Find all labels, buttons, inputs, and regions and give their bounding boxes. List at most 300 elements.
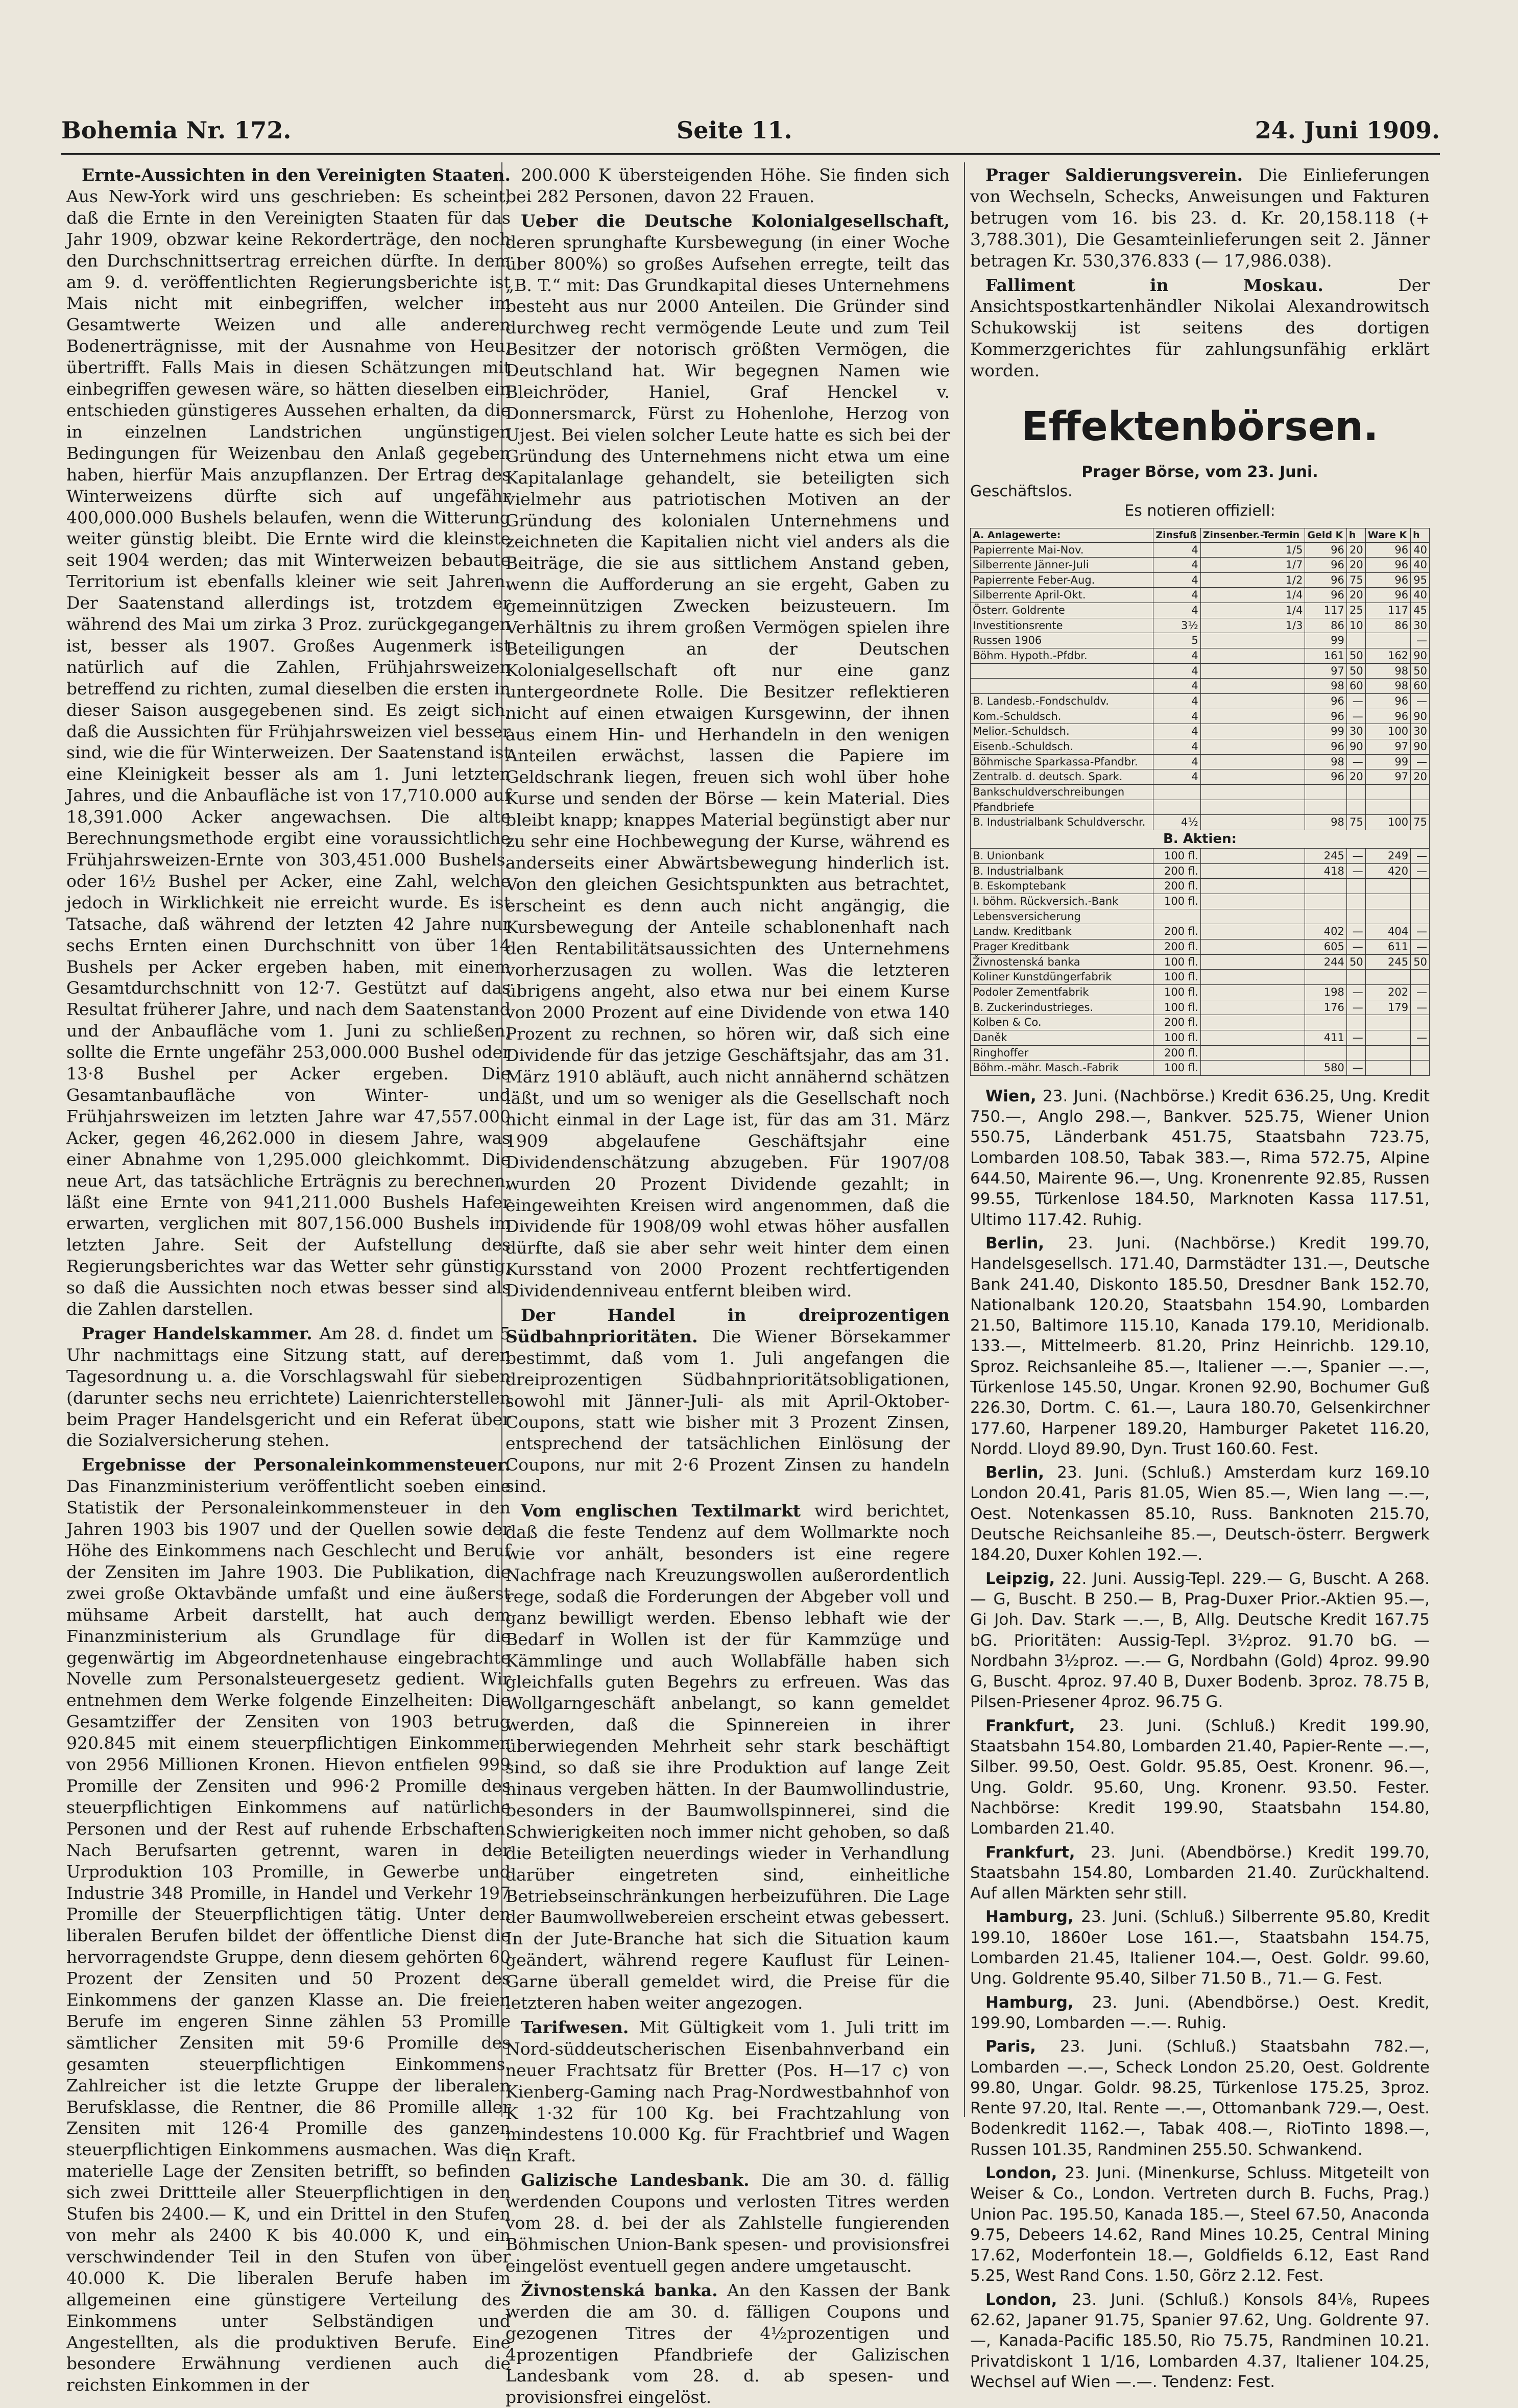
table-cell xyxy=(1365,633,1410,648)
market-report xyxy=(970,2290,1430,2392)
table-cell: 5 xyxy=(1153,633,1200,648)
table-row xyxy=(971,849,1430,864)
table-cell: 96 xyxy=(1305,558,1346,573)
issue-date: 24. Juni 1909. xyxy=(1255,116,1440,144)
article-text: 23. Juni. (Schluß.) Staatsbahn 782.—, Lombarden —.—, Scheck London 25.20, Oest. Goldrente 99.80, Ungar. Goldr. 98.25, Türkenlose 175.25, 3proz. Rente 97.20, Ital. Rente —.—, Ottomanbank 729.—, Oest. Bodenkredit 1162.—, Tabak 408.—, RioTinto 1898.—, Russen 101.35, Randminen 255.50. Schwankend. xyxy=(970,2037,1430,2159)
table-cell: — xyxy=(1411,1030,1430,1045)
table-cell: 402 xyxy=(1305,924,1346,940)
table-cell: 20 xyxy=(1346,542,1365,558)
table-section-label: B. Aktien: xyxy=(971,830,1430,848)
table-cell: 4 xyxy=(1153,558,1200,573)
table-cell: 40 xyxy=(1411,542,1430,558)
article-text: 22. Juni. Aussig-Tepl. 229.— G, Buscht. A 268.— G, Buscht. B 250.— B, Prag-Duxer Prior.-Aktien 95.—, Gi Joh. Dav. Stark —.—, B, Allg. Deutsche Kredit 167.75 bG. Prioritäten: Aussig-Tepl. 3½proz. 91.70 bG. — Nordbahn 3½proz. —.— G, Nordbahn (Gold) 4proz. 99.90 G, Buscht. 4proz. 97.40 B, Duxer Bodenb. 3proz. 78.75 B, Pilsen-Priesener 4proz. 96.75 G. xyxy=(970,1569,1430,1712)
table-cell: Papierrente Mai-Nov. xyxy=(971,542,1153,558)
page-number: Seite 11. xyxy=(677,116,792,144)
table-cell xyxy=(1200,849,1305,864)
exchange-subtitle: Prager Börse, vom 23. Juni. xyxy=(1081,463,1318,481)
table-cell: B. Industrialbank Schuldverschr. xyxy=(971,815,1153,830)
table-cell: 60 xyxy=(1346,679,1365,694)
table-cell: — xyxy=(1411,984,1430,1000)
table-cell xyxy=(1200,1030,1305,1045)
table-cell: 4 xyxy=(1153,739,1200,755)
table-row xyxy=(971,769,1430,785)
table-cell xyxy=(1200,815,1305,830)
table-cell xyxy=(1200,1000,1305,1015)
table-row xyxy=(971,679,1430,694)
table-cell: 96 xyxy=(1365,694,1410,709)
table-cell: 4 xyxy=(1153,724,1200,739)
table-cell: 4 xyxy=(1153,694,1200,709)
table-cell xyxy=(1305,800,1346,815)
table-row xyxy=(971,663,1430,679)
market-reports xyxy=(970,1086,1430,2392)
exchange-title: Effektenbörsen. xyxy=(1021,404,1379,450)
article xyxy=(505,2280,950,2408)
table-cell xyxy=(1411,800,1430,815)
table-cell: 98 xyxy=(1305,815,1346,830)
market-report xyxy=(970,2036,1430,2160)
table-cell xyxy=(1200,724,1305,739)
table-cell: 96 xyxy=(1305,542,1346,558)
table-cell xyxy=(1365,1030,1410,1045)
table-row xyxy=(971,924,1430,940)
table-row xyxy=(971,694,1430,709)
table-cell: 200 fl. xyxy=(1153,924,1200,940)
table-cell xyxy=(1200,954,1305,970)
table-cell: 200 fl. xyxy=(1153,1045,1200,1061)
table-cell xyxy=(1346,970,1365,985)
table-cell xyxy=(1411,1061,1430,1076)
table-cell: 90 xyxy=(1411,709,1430,724)
article-text: Die Wiener Börsekammer bestimmt, daß vom 1. Juli angefangen die dreiprozentigen Südbahnprioritätsobligationen, sowohl mit Jänner-Juli- als mit April-Oktober-Coupons, statt wie bisher mit 3 Prozent Zinsen, entsprechend der tatsächlichen Einlösung der Coupons, nur mit 2·6 Prozent Zinsen zu handeln sind. xyxy=(505,1326,950,1497)
table-row xyxy=(971,724,1430,739)
market-report xyxy=(970,1992,1430,2034)
table-cell xyxy=(1346,909,1365,924)
table-cell: B. Industrialbank xyxy=(971,863,1153,879)
table-cell: 200 fl. xyxy=(1153,939,1200,954)
article-text: Der Ansichtspostkartenhändler Nikolai Alexandrowitsch Schukowskij ist seitens des dortigen Kommerzgerichtes für zahlungsunfähig erklärt worden. xyxy=(970,275,1430,381)
exchange-note: Es notieren offiziell: xyxy=(1124,502,1275,520)
table-cell: Investitionsrente xyxy=(971,618,1153,633)
table-cell: Podoler Zementfabrik xyxy=(971,984,1153,1000)
article-heading: Frankfurt, xyxy=(985,1843,1091,1862)
table-cell xyxy=(1411,909,1430,924)
table-cell: 200 fl. xyxy=(1153,1015,1200,1030)
table-cell: 75 xyxy=(1411,815,1430,830)
table-cell: 45 xyxy=(1411,603,1430,618)
table-cell: — xyxy=(1346,924,1365,940)
table-row xyxy=(971,894,1430,909)
header-rule xyxy=(61,153,1440,155)
table-cell: 100 fl. xyxy=(1153,1030,1200,1045)
table-cell: 95 xyxy=(1411,572,1430,588)
table-header-cell: h xyxy=(1346,528,1365,542)
table-cell: Silberrente April-Okt. xyxy=(971,588,1153,603)
article xyxy=(66,1323,511,1451)
article-heading: Hamburg, xyxy=(985,1908,1081,1927)
table-row xyxy=(971,618,1430,633)
table-cell: 117 xyxy=(1305,603,1346,618)
table-cell: — xyxy=(1411,849,1430,864)
table-cell xyxy=(971,679,1153,694)
table-cell: 249 xyxy=(1365,849,1410,864)
exchange-status: Geschäftslos. xyxy=(970,483,1073,501)
article-text: wird berichtet, daß die feste Tendenz auf dem Wollmarkte noch wie vor anhält, besonders ist eine regere Nachfrage nach Kreuzungswollen außerordentlich rege, sodaß die Forderungen der Abgeber voll und ganz bewilligt werden. Ebenso lebhaft wie der Bedarf in Wollen ist der für Kammzüge und Kämmlinge und auch Wollabfälle haben sich gleichfalls guten Begehrs zu erfreuen. Was das Wollgarngeschäft anbelangt, so kann gemeldet werden, daß die Spinnereien in ihrer überwiegenden Mehrheit sehr stark beschäftigt sind, so daß sie ihre Produktion auf lange Zeit hinaus vergeben hätten. In der Baumwollindustrie, besonders in der Baumwollspinnerei, sind die Schwierigkeiten noch immer nicht gehoben, so daß die Beteiligten neuerdings wieder in Verhandlung darüber eingetreten sind, einheitliche Betriebseinschränkungen herbeizuführen. Die Lage der Baumwollwebereien erscheint etwas gebessert. In der Jute-Branche hat sich die Situation kaum geändert, während regere Kauflust für Leinen-Garne überall gemeldet wird, die Preise für die letzteren haben weiter angezogen. xyxy=(505,1501,950,2013)
table-cell xyxy=(1305,909,1346,924)
table-cell: 1/5 xyxy=(1200,542,1305,558)
table-cell: 605 xyxy=(1305,939,1346,954)
market-report xyxy=(970,2163,1430,2286)
article xyxy=(505,164,950,207)
table-cell: 99 xyxy=(1305,633,1346,648)
quote-table xyxy=(970,528,1430,1075)
table-cell xyxy=(1411,879,1430,894)
table-cell xyxy=(1305,879,1346,894)
table-cell: 50 xyxy=(1411,663,1430,679)
article-text: Mit Gültigkeit vom 1. Juli tritt im Nord-süddeutscherischen Eisenbahnverband ein neuer Frachtsatz für Bretter (Pos. H—17 c) von Kienberg-Gaming nach Prag-Nordwestbahnhof von K 1·32 für 100 Kg. bei Frachtzahlung von mindestens 10.000 Kg. für Frachtbrief und Wagen in Kraft. xyxy=(505,2017,950,2166)
table-cell: 245 xyxy=(1305,849,1346,864)
article-text: 23. Juni. (Nachbörse.) Kredit 636.25, Ung. Kredit 750.—, Anglo 298.—, Bankver. 525.75, Wiener Union 550.75, Länderbank 451.75, Staatsbahn 723.75, Lombarden 108.50, Tabak 383.—, Rima 572.75, Alpine 644.50, Mairente 96.—, Ung. Kronenrente 92.85, Russen 99.55, Türkenlose 184.50, Marknoten Kassa 117.51, Ultimo 117.42. Ruhig. xyxy=(970,1087,1430,1229)
table-cell: — xyxy=(1411,694,1430,709)
table-row xyxy=(971,648,1430,664)
table-row xyxy=(971,572,1430,588)
table-cell xyxy=(1346,633,1365,648)
table-cell xyxy=(1365,1015,1410,1030)
article-text: 23. Juni. (Minenkurse, Schluss. Mitgeteilt von Weiser & Co., London. Vertreten durch B. Fuchs, Prag.) Union Pac. 195.50, Kanada 185.—, Steel 67.50, Anaconda 9.75, Debeers 14.62, Rand Mines 10.25, Central Mining 17.62, Moderfontein 18.—, Goldfields 6.12, East Rand 5.25, West Rand Cons. 1.50, Görz 2.12. Fest. xyxy=(970,2163,1430,2285)
table-cell xyxy=(1153,800,1200,815)
table-cell: 99 xyxy=(1365,754,1410,769)
table-cell xyxy=(1305,785,1346,800)
table-cell: Melior.-Schuldsch. xyxy=(971,724,1153,739)
table-row xyxy=(971,739,1430,755)
table-cell xyxy=(1200,679,1305,694)
table-cell: 96 xyxy=(1365,558,1410,573)
market-report xyxy=(970,1569,1430,1713)
table-cell: Landw. Kreditbank xyxy=(971,924,1153,940)
table-cell: 25 xyxy=(1346,603,1365,618)
column-3-articles xyxy=(970,164,1430,381)
table-cell xyxy=(1365,879,1410,894)
masthead-left: Bohemia Nr. 172. xyxy=(61,116,292,144)
table-header-cell: Geld K xyxy=(1305,528,1346,542)
table-cell: Ringhoffer xyxy=(971,1045,1153,1061)
table-cell: 50 xyxy=(1346,648,1365,664)
table-header-cell: Zinsenber.-Termin xyxy=(1200,528,1305,542)
table-cell xyxy=(1200,648,1305,664)
table-cell: B. Zuckerindustrieges. xyxy=(971,1000,1153,1015)
table-cell: 96 xyxy=(1365,572,1410,588)
table-row xyxy=(971,815,1430,830)
table-row xyxy=(971,558,1430,573)
column-1 xyxy=(66,164,511,2395)
table-cell: 96 xyxy=(1305,588,1346,603)
table-cell: — xyxy=(1346,1030,1365,1045)
article-text: 23. Juni. (Abendbörse.) Oest. Kredit, 199.90, Lombarden —.—. Ruhig. xyxy=(970,1993,1430,2032)
table-cell: Böhmische Sparkassa-Pfandbr. xyxy=(971,754,1153,769)
table-cell xyxy=(971,663,1153,679)
table-cell xyxy=(1411,1045,1430,1061)
table-cell: 90 xyxy=(1411,648,1430,664)
table-cell: Koliner Kunstdüngerfabrik xyxy=(971,970,1153,985)
table-cell: 611 xyxy=(1365,939,1410,954)
table-cell: Kolben & Co. xyxy=(971,1015,1153,1030)
table-cell: 96 xyxy=(1305,709,1346,724)
table-cell: 4 xyxy=(1153,588,1200,603)
table-cell xyxy=(1365,909,1410,924)
article-text: 200.000 K übersteigenden Höhe. Sie finden sich bei 282 Personen, davon 22 Frauen. xyxy=(505,165,950,206)
table-cell: 4 xyxy=(1153,663,1200,679)
table-cell: 4 xyxy=(1153,754,1200,769)
table-cell: — xyxy=(1411,1000,1430,1015)
table-cell xyxy=(1365,800,1410,815)
table-cell: 176 xyxy=(1305,1000,1346,1015)
table-header-cell: A. Anlagewerte: xyxy=(971,528,1153,542)
article xyxy=(505,2017,950,2166)
table-cell xyxy=(1200,863,1305,879)
table-cell: — xyxy=(1411,924,1430,940)
table-cell: 161 xyxy=(1305,648,1346,664)
table-row xyxy=(971,954,1430,970)
article-heading: Berlin, xyxy=(985,1463,1057,1482)
table-header-cell: Ware K xyxy=(1365,528,1410,542)
table-cell xyxy=(1411,970,1430,985)
table-cell: 4 xyxy=(1153,542,1200,558)
article-heading: Hamburg, xyxy=(985,1993,1092,2012)
table-row xyxy=(971,1030,1430,1045)
article-heading: Tarifwesen. xyxy=(521,2017,640,2037)
table-cell: 4 xyxy=(1153,648,1200,664)
table-cell xyxy=(1200,924,1305,940)
table-cell xyxy=(1200,1061,1305,1076)
table-cell: — xyxy=(1411,863,1430,879)
article xyxy=(505,1305,950,1497)
table-cell: 86 xyxy=(1365,618,1410,633)
table-cell: Lebensversicherung xyxy=(971,909,1153,924)
table-cell: 4½ xyxy=(1153,815,1200,830)
table-cell xyxy=(1365,1061,1410,1076)
table-cell: 202 xyxy=(1365,984,1410,1000)
table-cell: 404 xyxy=(1365,924,1410,940)
table-cell: 100 fl. xyxy=(1153,954,1200,970)
table-cell: Russen 1906 xyxy=(971,633,1153,648)
table-cell xyxy=(1346,1045,1365,1061)
market-report xyxy=(970,1842,1430,1904)
table-cell: Kom.-Schuldsch. xyxy=(971,709,1153,724)
table-cell: 50 xyxy=(1411,954,1430,970)
article-heading: Der Handel in dreiprozentigen Südbahnprioritäten. xyxy=(505,1305,950,1346)
article-text: deren sprunghafte Kursbewegung (in einer Woche über 800%) so großes Aufsehen erregte, teilt das „B. T.“ mit: Das Grundkapital dieses Unternehmens besteht aus nur 2000 Anteilen. Die Gründer sind durchweg recht vermögende Leute und zum Teil Besitzer der notorisch größten Vermögen, die Deutschland hat. Wir begegnen Namen wie Bleichröder, Haniel, Graf Henckel v. Donnersmarck, Fürst zu Hohenlohe, Herzog von Ujest. Bei vielen solcher Leute hatte es sich bei der Gründung des Unternehmens nicht etwa um eine Kapitalanlage gehandelt, sie beteiligten sich vielmehr aus patriotischen Motiven an der Gründung des kolonialen Unternehmens und zeichneten die Kapitalien nicht viel anders als die Beiträge, die sie aus sittlichem Anstand geben, wenn die Aufforderung an sie ergeht, Gaben zu gemeinnützigen Zwecken beizusteuern. Im Verhältnis zu ihrem großen Vermögen spielen ihre Beteiligungen an der Deutschen Kolonialgesellschaft oft nur eine ganz untergeordnete Rolle. Die Besitzer reflektieren nicht auf einen etwaigen Kursgewinn, der ihnen aus einem Hin- und Herhandeln in den wenigen Anteilen erwächst, lassen die Papiere im Geldschrank liegen, freuen sich wohl über hohe Kurse und senden der Börse — kein Material. Dies bleibt knapp; knappes Material begünstigt aber nur zu sehr eine Hochbewegung der Kurse, während es anderseits einer Abwärtsbewegung hinderlich ist. Von den gleichen Gesichtspunkten aus betrachtet, erscheint es denn auch nicht angängig, die Kursbewegung der Anteile schablonenhaft nach den Rentabilitätsaussichten des Unternehmens vorherzusagen zu wollen. Was die letzteren übrigens angeht, also etwa nur bei einem Kurse von 2000 Prozent auf eine Dividende von etwa 140 Prozent zu rechnen, so hören wir, daß sich eine Dividende für das jetzige Geschäftsjahr, das am 31. März 1910 abläuft, auch nicht annähernd schätzen läßt, und um so weniger als die Gesellschaft noch nicht einmal in der Lage ist, für das am 31. März 1909 abgelaufene Geschäftsjahr eine Dividendenschätzung abzugeben. Für 1907/08 wurden 20 Prozent Dividende gezahlt; in eingeweihten Kreisen wird angenommen, daß die Dividende für 1908/09 wohl etwas höher ausfallen dürfte, daß sie aber sehr weit hinter dem einen Kursstand von 2000 Prozent rechtfertigenden Dividendenniveau entfernt bleiben wird. xyxy=(505,232,950,1301)
table-header-cell: h xyxy=(1411,528,1430,542)
table-cell: 10 xyxy=(1346,618,1365,633)
article-text: 23. Juni. (Schluß.) Kredit 199.90, Staatsbahn 154.80, Lombarden 21.40, Papier-Rente —.—, Silber. 99.50, Oest. Goldr. 95.85, Oest. Kronenr. 96.—, Ung. Goldr. 95.60, Ung. Kronenr. 93.50. Fester. Nachbörse: Kredit 199.90, Staatsbahn 154.80, Lombarden 21.40. xyxy=(970,1716,1430,1838)
table-cell xyxy=(1305,970,1346,985)
article-text: 23. Juni. (Abendbörse.) Kredit 199.70, Staatsbahn 154.80, Lombarden 21.40. Zurückhaltend. Auf allen Märkten sehr still. xyxy=(970,1843,1430,1903)
table-cell xyxy=(1200,769,1305,785)
column-3 xyxy=(970,164,1430,2391)
table-cell: 100 fl. xyxy=(1153,849,1200,864)
article-text: Aus New-York wird uns geschrieben: Es scheint, daß die Ernte in den Vereinigten Staaten für das Jahr 1909, obzwar keine Rekorderträge, den noch den Durchschnittsertrag erreichen dürfte. In dem am 9. d. veröffentlichten Regierungsberichte ist Mais nicht mit einbegriffen, welcher im Gesamtwerte Weizen und alle anderen Bodenerträgnisse, mit der Ausnahme von Heu, übertrifft. Falls Mais in diesen Schätzungen mit einbegriffen gewesen wäre, so hätten dieselben ein entschieden günstigeres Aussehen erhalten, da die in einzelnen Landstrichen ungünstigen Bedingungen für Weizenbau den Anlaß gegeben haben, hierfür Mais anzupflanzen. Der Ertrag des Winterweizens dürfte sich auf ungefähr 400,000.000 Bushels belaufen, wenn die Witterung weiter günstig bleibt. Die Ernte wird die kleinste seit 1904 werden; das mit Winterweizen bebaute Territorium ist ebenfalls kleiner wie seit Jahren. Der Saatenstand allerdings ist, trotzdem er während des Mai um zirka 3 Proz. zurückgegangen ist, besser als 1907. Großes Augenmerk ist natürlich auf die Zahlen, Frühjahrsweizen betreffend zu richten, zumal dieselben die ersten in dieser Saison ausgegebenen sind. Es zeigt sich, daß die Aussichten für Frühjahrsweizen viel besser sind, wie die für Winterweizen. Der Saatenstand ist eine Kleinigkeit besser als am 1. Juni letzten Jahres, und die Anbaufläche ist von 17,710.000 auf 18,391.000 Acker angewachsen. Die alte Berechnungsmethode ergibt eine voraussichtliche Frühjahrsweizen-Ernte von 303,451.000 Bushels, oder 16½ Bushel per Acker, eine Zahl, welche jedoch in Wirklichkeit nie erreicht wurde. Es ist Tatsache, daß während der letzten 42 Jahre nur sechs Ernten einen Durchschnitt von über 14 Bushels per Acker ergeben haben, mit einem Gesamtdurchschnitt von 12·7. Gestützt auf das Resultat früherer Jahre, und nach dem Saatenstand und der Anbaufläche vom 1. Juni zu schließen, sollte die Ernte ungefähr 253,000.000 Bushel oder 13·8 Bushel per Acker ergeben. Die Gesamtanbaufläche von Winter- und Frühjahrsweizen im letzten Jahre war 47,557.000 Acker, gegen 46,262.000 in diesem Jahre, was einer Abnahme von 1,295.000 gleichkommt. Die neue Art, das tatsächliche Erträgnis zu berechnen, läßt eine Ernte von 941,211.000 Bushels Hafer erwarten, verglichen mit 807,156.000 Bushels im letzten Jahre. Seit der Aufstellung des Regierungsberichtes war das Wetter sehr günstig, so daß die Aussichten noch etwas besser sind als die Zahlen darstellen. xyxy=(66,186,511,1319)
article-text: Die am 30. d. fällig werdenden Coupons und verlosten Titres werden vom 28. d. bei der als Zahlstelle fungierenden Böhmischen Union-Bank spesen- und provisionsfrei eingelöst eventuell gegen andere umgetauscht. xyxy=(505,2170,950,2276)
article-heading: London, xyxy=(985,2163,1065,2182)
table-cell: 30 xyxy=(1411,724,1430,739)
table-cell xyxy=(1365,894,1410,909)
table-cell: 40 xyxy=(1411,558,1430,573)
table-cell: 97 xyxy=(1365,739,1410,755)
table-cell: 4 xyxy=(1153,572,1200,588)
article xyxy=(505,2170,950,2277)
market-report xyxy=(970,1086,1430,1230)
table-cell: — xyxy=(1346,694,1365,709)
article xyxy=(505,210,950,1302)
table-cell: 100 fl. xyxy=(1153,894,1200,909)
table-row xyxy=(971,1015,1430,1030)
table-cell: 86 xyxy=(1305,618,1346,633)
table-cell: 100 fl. xyxy=(1153,970,1200,985)
table-cell xyxy=(1200,739,1305,755)
table-cell: 3½ xyxy=(1153,618,1200,633)
table-cell: — xyxy=(1411,754,1430,769)
article-heading: Galizische Landesbank. xyxy=(521,2170,762,2190)
table-cell: 97 xyxy=(1305,663,1346,679)
table-cell: 1/2 xyxy=(1200,572,1305,588)
table-cell: Bankschuldverschreibungen xyxy=(971,785,1153,800)
table-cell: 100 xyxy=(1365,815,1410,830)
table-cell: — xyxy=(1346,984,1365,1000)
table-row xyxy=(971,970,1430,985)
table-cell: 198 xyxy=(1305,984,1346,1000)
table-cell: 98 xyxy=(1365,679,1410,694)
table-cell: 20 xyxy=(1411,769,1430,785)
table-row xyxy=(971,1061,1430,1076)
table-cell: — xyxy=(1411,633,1430,648)
article-text: Am 28. d. findet um 5 Uhr nachmittags eine Sitzung statt, auf deren Tagesordnung u. a. die Vorschlagswahl für sieben (darunter sechs neu errichtete) Laienrichterstellen beim Prager Handelsgericht und ein Referat über die Sozialversicherung stehen. xyxy=(66,1323,511,1451)
article-heading: Ergebnisse der Personaleinkommensteuer. xyxy=(82,1455,511,1475)
table-cell: 162 xyxy=(1365,648,1410,664)
table-row xyxy=(971,542,1430,558)
table-cell: Živnostenská banka xyxy=(971,954,1153,970)
table-cell xyxy=(1200,1045,1305,1061)
table-cell: Silberrente Jänner-Juli xyxy=(971,558,1153,573)
table-cell: 40 xyxy=(1411,588,1430,603)
table-cell: Böhm.-mähr. Masch.-Fabrik xyxy=(971,1061,1153,1076)
article-text: 23. Juni. (Schluß.) Konsols 84⅛, Rupees 62.62, Japaner 91.75, Spanier 97.62, Ung. Goldrente 97.—, Kanada-Pacific 185.50, Rio 75.75, Randminen 10.21. Privatdiskont 1 1/16, Lombarden 4.37, Italiener 104.25, Wechsel auf Wien —.—. Tendenz: Fest. xyxy=(970,2290,1430,2391)
table-cell: 96 xyxy=(1305,739,1346,755)
table-cell: 100 xyxy=(1365,724,1410,739)
article-text: 23. Juni. (Nachbörse.) Kredit 199.70, Handelsgesellsch. 171.40, Darmstädter 131.—, Deutsche Bank 241.40, Diskonto 185.50, Dresdner Bank 152.70, Nationalbank 120.20, Staatsbahn 154.90, Lombarden 21.50, Baltimore 115.10, Kanada 179.10, Meridionalb. 133.—, Mittelmeerb. 81.20, Prinz Heinrichb. 129.10, Sproz. Reichsanleihe 85.—, Italiener —.—, Spanier —.—, Türkenlose 145.50, Ungar. Kronen 92.90, Bochumer Guß 226.30, Dortm. C. 61.—, Laura 180.70, Gelsenkirchner 177.60, Harpener 189.20, Hamburger Paketet 116.20, Nordd. Lloyd 89.90, Dyn. Trust 160.60. Fest. xyxy=(970,1234,1430,1458)
table-row xyxy=(971,800,1430,815)
table-cell xyxy=(1200,894,1305,909)
table-cell: B. Unionbank xyxy=(971,849,1153,864)
table-cell: — xyxy=(1346,849,1365,864)
table-cell: 90 xyxy=(1411,739,1430,755)
table-cell: Böhm. Hypoth.-Pfdbr. xyxy=(971,648,1153,664)
table-cell: 4 xyxy=(1153,679,1200,694)
market-report xyxy=(970,1716,1430,1839)
table-cell xyxy=(1411,785,1430,800)
table-row xyxy=(971,633,1430,648)
table-cell xyxy=(1411,1015,1430,1030)
table-cell: 90 xyxy=(1346,739,1365,755)
table-cell xyxy=(1200,709,1305,724)
table-cell: — xyxy=(1346,1061,1365,1076)
table-cell: 1/4 xyxy=(1200,588,1305,603)
table-cell: 1/4 xyxy=(1200,603,1305,618)
table-cell: 4 xyxy=(1153,769,1200,785)
article-heading: Živnostenská banka. xyxy=(521,2280,727,2300)
column-divider xyxy=(964,162,965,2117)
table-cell xyxy=(1200,970,1305,985)
article xyxy=(970,164,1430,272)
table-cell xyxy=(1200,984,1305,1000)
table-header-cell: Zinsfuß xyxy=(1153,528,1200,542)
table-cell: 100 fl. xyxy=(1153,1000,1200,1015)
market-report xyxy=(970,1462,1430,1565)
article-heading: Leipzig, xyxy=(985,1569,1062,1588)
table-cell: 1/3 xyxy=(1200,618,1305,633)
article-heading: Vom englischen Textilmarkt xyxy=(521,1501,814,1521)
table-cell: Pfandbriefe xyxy=(971,800,1153,815)
table-cell: I. böhm. Rückversich.-Bank xyxy=(971,894,1153,909)
table-cell xyxy=(1200,909,1305,924)
table-cell xyxy=(1305,1015,1346,1030)
table-cell: 20 xyxy=(1346,588,1365,603)
table-cell: — xyxy=(1346,754,1365,769)
table-cell: 96 xyxy=(1365,588,1410,603)
market-report xyxy=(970,1907,1430,1989)
table-cell: 4 xyxy=(1153,603,1200,618)
table-cell: 96 xyxy=(1365,542,1410,558)
table-cell xyxy=(1346,879,1365,894)
table-cell: 411 xyxy=(1305,1030,1346,1045)
table-cell: 30 xyxy=(1346,724,1365,739)
article-text: An den Kassen der Bank werden die am 30. d. fälligen Coupons und gezogenen Titres der 4½prozentigen und 4prozentigen Pfandbriefe der Galizischen Landesbank vom 28. d. ab spesen- und provisionsfrei eingelöst. xyxy=(505,2280,950,2407)
table-cell xyxy=(1365,1045,1410,1061)
table-cell: Österr. Goldrente xyxy=(971,603,1153,618)
table-cell: 20 xyxy=(1346,769,1365,785)
table-cell: B. Landesb.-Fondschuldv. xyxy=(971,694,1153,709)
table-cell: 60 xyxy=(1411,679,1430,694)
table-cell: — xyxy=(1346,1000,1365,1015)
table-cell: 98 xyxy=(1365,663,1410,679)
table-row xyxy=(971,1000,1430,1015)
table-cell xyxy=(1153,909,1200,924)
article xyxy=(505,1500,950,2014)
table-cell xyxy=(1305,1045,1346,1061)
page-header xyxy=(61,116,1440,147)
table-row xyxy=(971,754,1430,769)
table-cell: 75 xyxy=(1346,815,1365,830)
table-section-row xyxy=(971,830,1430,848)
table-cell: 75 xyxy=(1346,572,1365,588)
table-cell: 96 xyxy=(1365,709,1410,724)
table-cell xyxy=(1200,879,1305,894)
article-text: Das Finanzministerium veröffentlicht soeben eine Statistik der Personaleinkommensteuer in den Jahren 1903 bis 1907 und der Quellen sowie der Höhe des Einkommens nach Geschlecht und Beruf der Zensiten im Jahre 1903. Die Publikation, die zwei große Oktavbände umfaßt und eine äußerst mühsame Arbeit darstellt, hat auch dem Finanzministerium als Grundlage für die gegenwärtig im Abgeordnetenhause eingebrachte Novelle zum Personalsteuergesetz gedient. Wir entnehmen dem Werke folgende Einzelheiten: Die Gesamtziffer der Zensiten von 1903 betrug 920.845 mit einem steuerpflichtigen Einkommen von 2956 Millionen Kronen. Hievon entfielen 999 Promille der Zensiten und 996·2 Promille des steuerpflichtigen Einkommens auf natürliche Personen und der Rest auf ruhende Erbschaften. Nach Berufsarten getrennt, waren in der Urproduktion 103 Promille, in Gewerbe und Industrie 348 Promille, in Handel und Verkehr 197 Promille der Steuerpflichtigen tätig. Unter den liberalen Berufen bildet der öffentliche Dienst die hervorragendste Gruppe, denn diesem gehörten 60 Prozent der Zensiten und 50 Prozent des Einkommens der ganzen Klasse an. Die freien Berufe im engeren Sinne zählen 53 Promille sämtlicher Zensiten mit 59·6 Promille des gesamten steuerpflichtigen Einkommens. Zahlreicher ist die letzte Gruppe der liberalen Berufsklasse, die Rentner, die 86 Promille aller Zensiten mit 126·4 Promille des ganzen steuerpflichtigen Einkommens ausmachen. Was die materielle Lage der Zensiten betrifft, so befinden sich zwei Drittteile aller Steuerpflichtigen in den Stufen bis 2400.— K, und ein Drittel in den Stufen von mehr als 2400 K bis 40.000 K, und ein verschwindender Teil in den Stufen von über 40.000 K. Die liberalen Berufe haben im allgemeinen eine günstigere Verteilung des Einkommens unter Selbständigen und Angestellten, als die produktiven Berufe. Eine besondere Erwähnung verdienen auch die reichsten Einkommen in der xyxy=(66,1476,511,2395)
table-cell xyxy=(1346,1015,1365,1030)
article-heading: Berlin, xyxy=(985,1234,1068,1253)
table-cell xyxy=(1200,939,1305,954)
table-cell: 96 xyxy=(1305,769,1346,785)
table-cell: 420 xyxy=(1365,863,1410,879)
table-row xyxy=(971,909,1430,924)
table-cell xyxy=(1365,785,1410,800)
table-cell: 97 xyxy=(1365,769,1410,785)
table-cell: — xyxy=(1346,709,1365,724)
table-cell xyxy=(1200,694,1305,709)
table-cell: — xyxy=(1411,939,1430,954)
table-cell: 30 xyxy=(1411,618,1430,633)
table-cell: Eisenb.-Schuldsch. xyxy=(971,739,1153,755)
article-heading: Paris, xyxy=(985,2037,1060,2056)
